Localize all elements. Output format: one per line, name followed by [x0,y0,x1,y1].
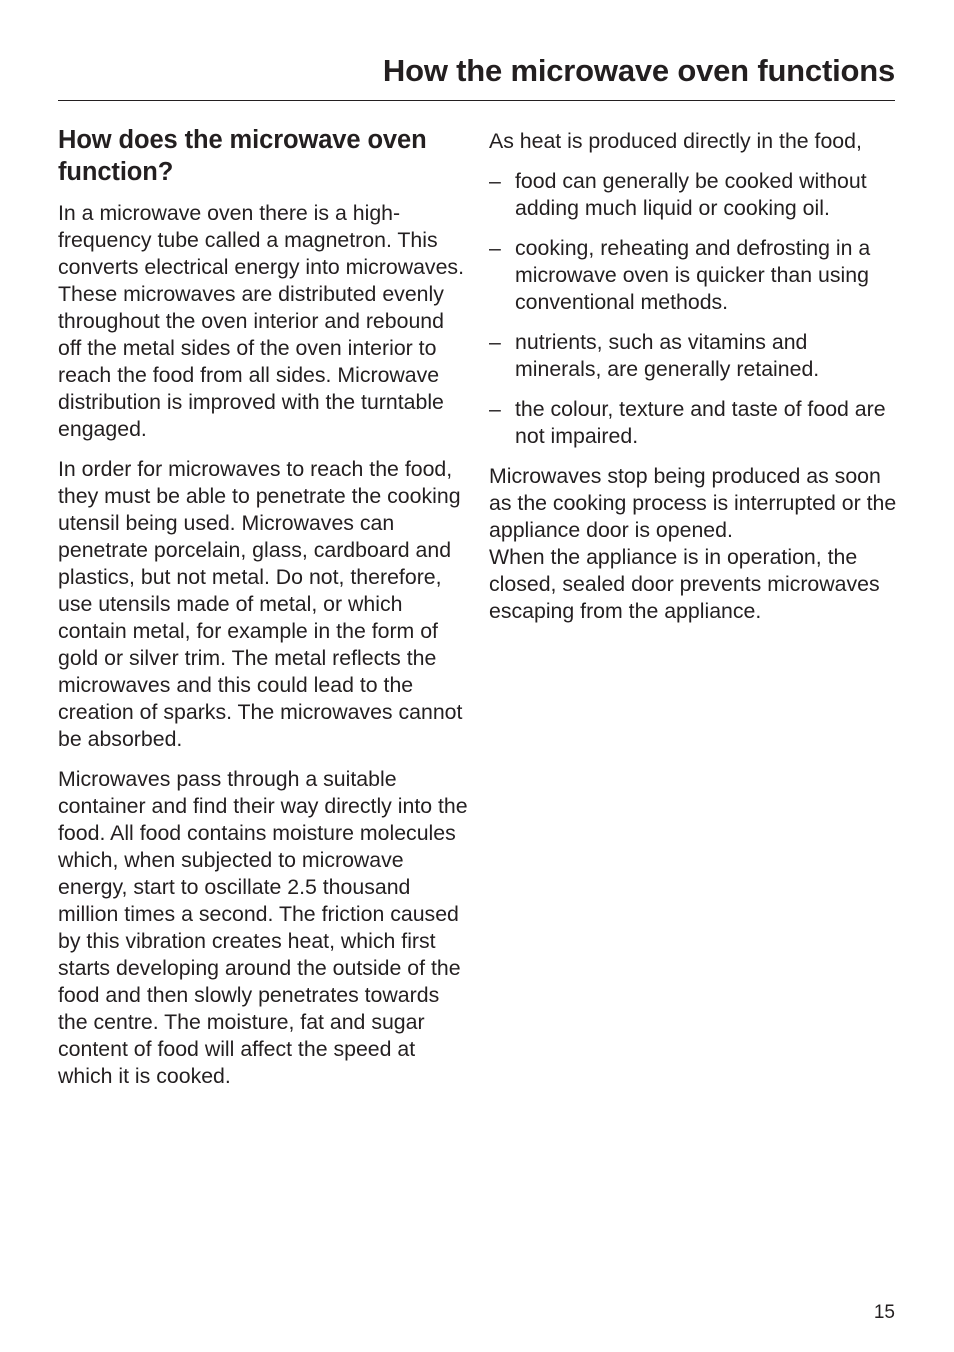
page-number: 15 [873,1302,895,1323]
list-item [489,396,899,450]
list-item-text: the colour, texture and taste of food are not impaired. [515,397,886,448]
paragraph-sealed-door: When the appliance is in operation, the closed, sealed door prevents microwaves escaping from the appliance. [489,545,880,623]
dash-bullet-icon: – [489,236,501,260]
paragraph-magnetron: In a microwave oven there is a high-frequency tube called a magnetron. This converts electrical energy into microwaves. These microwaves are distributed evenly throughout the oven interior and rebound off the metal sides of the oven interior to reach the food from all sides. Microwave distribution is improved with the turntable engaged. [58,201,464,441]
paragraph-heating: Microwaves pass through a suitable container and find their way directly into the food. All food contains moisture molecules which, when subjected to microwave energy, start to oscillate 2.5 thousand million times a second. The friction caused by this vibration creates heat, which first starts developing around the outside of the food and then slowly penetrates towards the centre. The moisture, fat and sugar content of food will affect the speed at which it is cooked. [58,767,468,1088]
dash-bullet-icon: – [489,330,501,354]
list-item [489,235,899,316]
right-column [489,124,899,638]
left-column [58,124,470,1103]
benefits-intro: As heat is produced directly in the food, [489,129,862,153]
list-item-text: cooking, reheating and defrosting in a microwave oven is quicker than using conventional methods. [515,236,871,314]
paragraph-stop-production: Microwaves stop being produced as soon as the cooking process is interrupted or the appliance door is opened. [489,464,897,542]
list-item [489,168,899,222]
dash-bullet-icon: – [489,169,501,193]
benefits-list [489,168,899,450]
list-item-text: food can generally be cooked without adding much liquid or cooking oil. [515,169,867,220]
section-heading: How does the microwave oven function? [58,126,427,186]
paragraph-penetration: In order for microwaves to reach the food, they must be able to penetrate the cooking utensil being used. Microwaves can penetrate porcelain, glass, cardboard and plastics, but not metal. Do not, therefore, use utensils made of metal, or which contain metal, for example in the form of gold or silver trim. The metal reflects the microwaves and this could lead to the creation of sparks. The microwaves cannot be absorbed. [58,457,463,751]
list-item [489,329,899,383]
page-title: How the microwave oven functions [382,53,895,88]
dash-bullet-icon: – [489,397,501,421]
page-header [58,52,895,101]
list-item-text: nutrients, such as vitamins and minerals, are generally retained. [515,330,820,381]
